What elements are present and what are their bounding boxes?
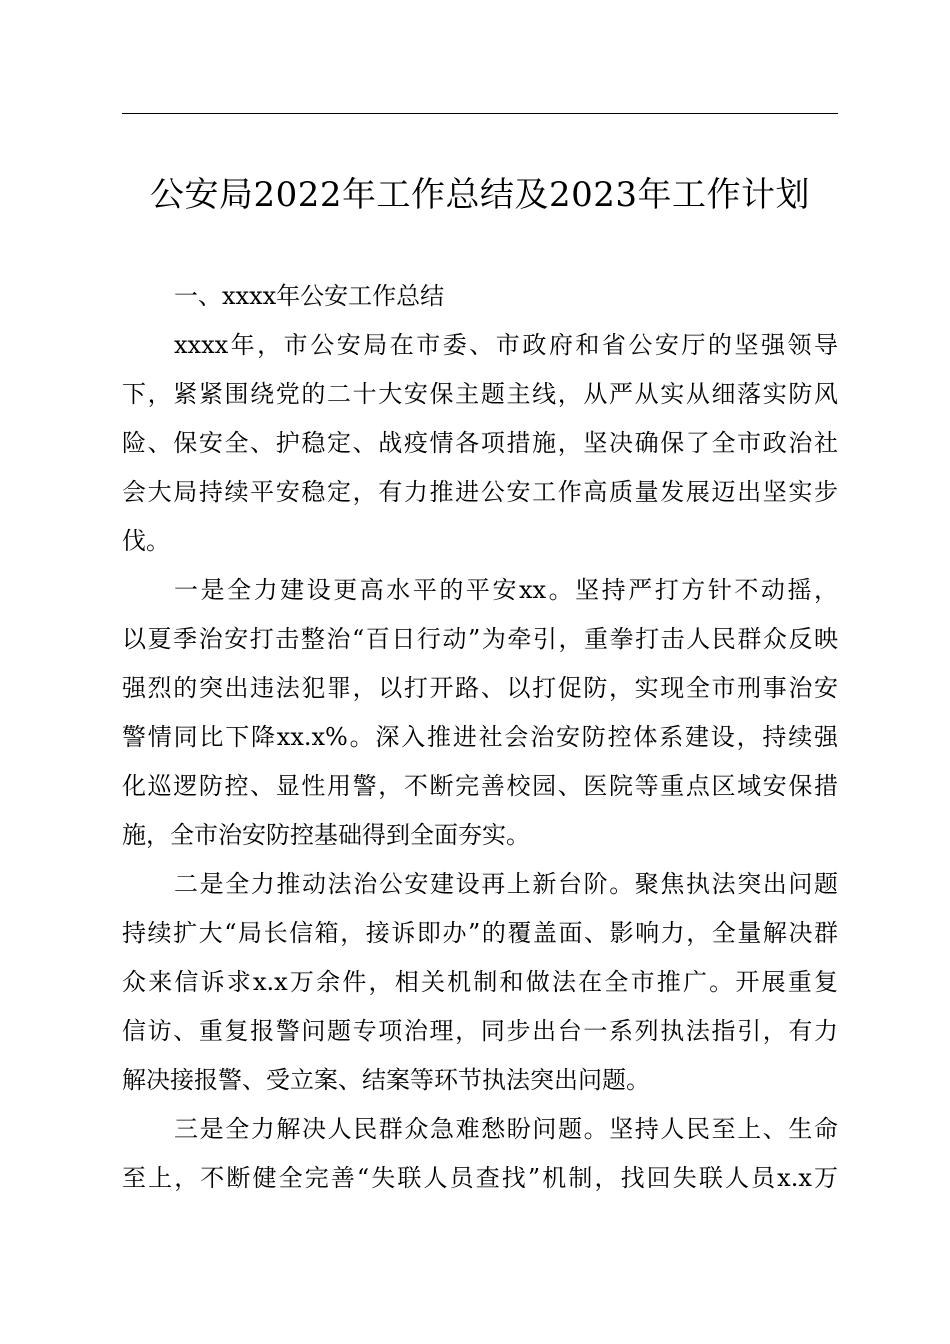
paragraph-line: 信访、重复报警问题专项治理，同步出台一系列执法指引，有力 [122, 1017, 838, 1045]
paragraph-line: 至上，不断健全完善“失联人员查找”机制，找回失联人员x.x万 [122, 1164, 838, 1192]
paragraph-line: 三是全力解决人民群众急难愁盼问题。坚持人民至上、生命 [174, 1115, 838, 1143]
section-heading: 一、xxxx年公安工作总结 [174, 282, 445, 310]
paragraph-line: 一是全力建设更高水平的平安xx。坚持严打方针不动摇， [174, 576, 838, 604]
header-rule [122, 113, 838, 114]
paragraph-line: 警情同比下降xx.x%。深入推进社会治安防控体系建设，持续强 [122, 723, 838, 751]
paragraph-line: 二是全力推动法治公安建设再上新台阶。聚焦执法突出问题 [174, 870, 838, 898]
document-title: 公安局2022年工作总结及2023年工作计划 [149, 175, 811, 215]
paragraph-line: 解决接报警、受立案、结案等环节执法突出问题。 [122, 1066, 650, 1094]
paragraph-line: 下，紧紧围绕党的二十大安保主题主线，从严从实从细落实防风 [122, 380, 838, 408]
paragraph-line: 强烈的突出违法犯罪，以打开路、以打促防，实现全市刑事治安 [122, 674, 838, 702]
paragraph-line: 施，全市治安防控基础得到全面夯实。 [122, 821, 530, 849]
paragraph-line: 众来信诉求x.x万余件，相关机制和做法在全市推广。开展重复 [122, 968, 838, 996]
paragraph-line: 以夏季治安打击整治“百日行动”为牵引，重拳打击人民群众反映 [122, 625, 838, 653]
paragraph-intro [122, 321, 838, 566]
paragraph-line: 化巡逻防控、显性用警，不断完善校园、医院等重点区域安保措 [122, 772, 838, 800]
paragraph-safety [122, 566, 838, 860]
paragraph-line: 险、保安全、护稳定、战疫情各项措施，坚决确保了全市政治社 [122, 429, 838, 457]
paragraph-line: 伐。 [122, 527, 170, 555]
paragraph-line: 持续扩大“局长信箱，接诉即办”的覆盖面、影响力，全量解决群 [122, 919, 838, 947]
paragraph-line: 会大局持续平安稳定，有力推进公安工作高质量发展迈出坚实步 [122, 478, 838, 506]
paragraph-public-needs [122, 1105, 838, 1203]
paragraph-line: xxxx年，市公安局在市委、市政府和省公安厅的坚强领导 [174, 331, 838, 359]
document-body [122, 272, 838, 1203]
paragraph-rule-of-law [122, 860, 838, 1105]
